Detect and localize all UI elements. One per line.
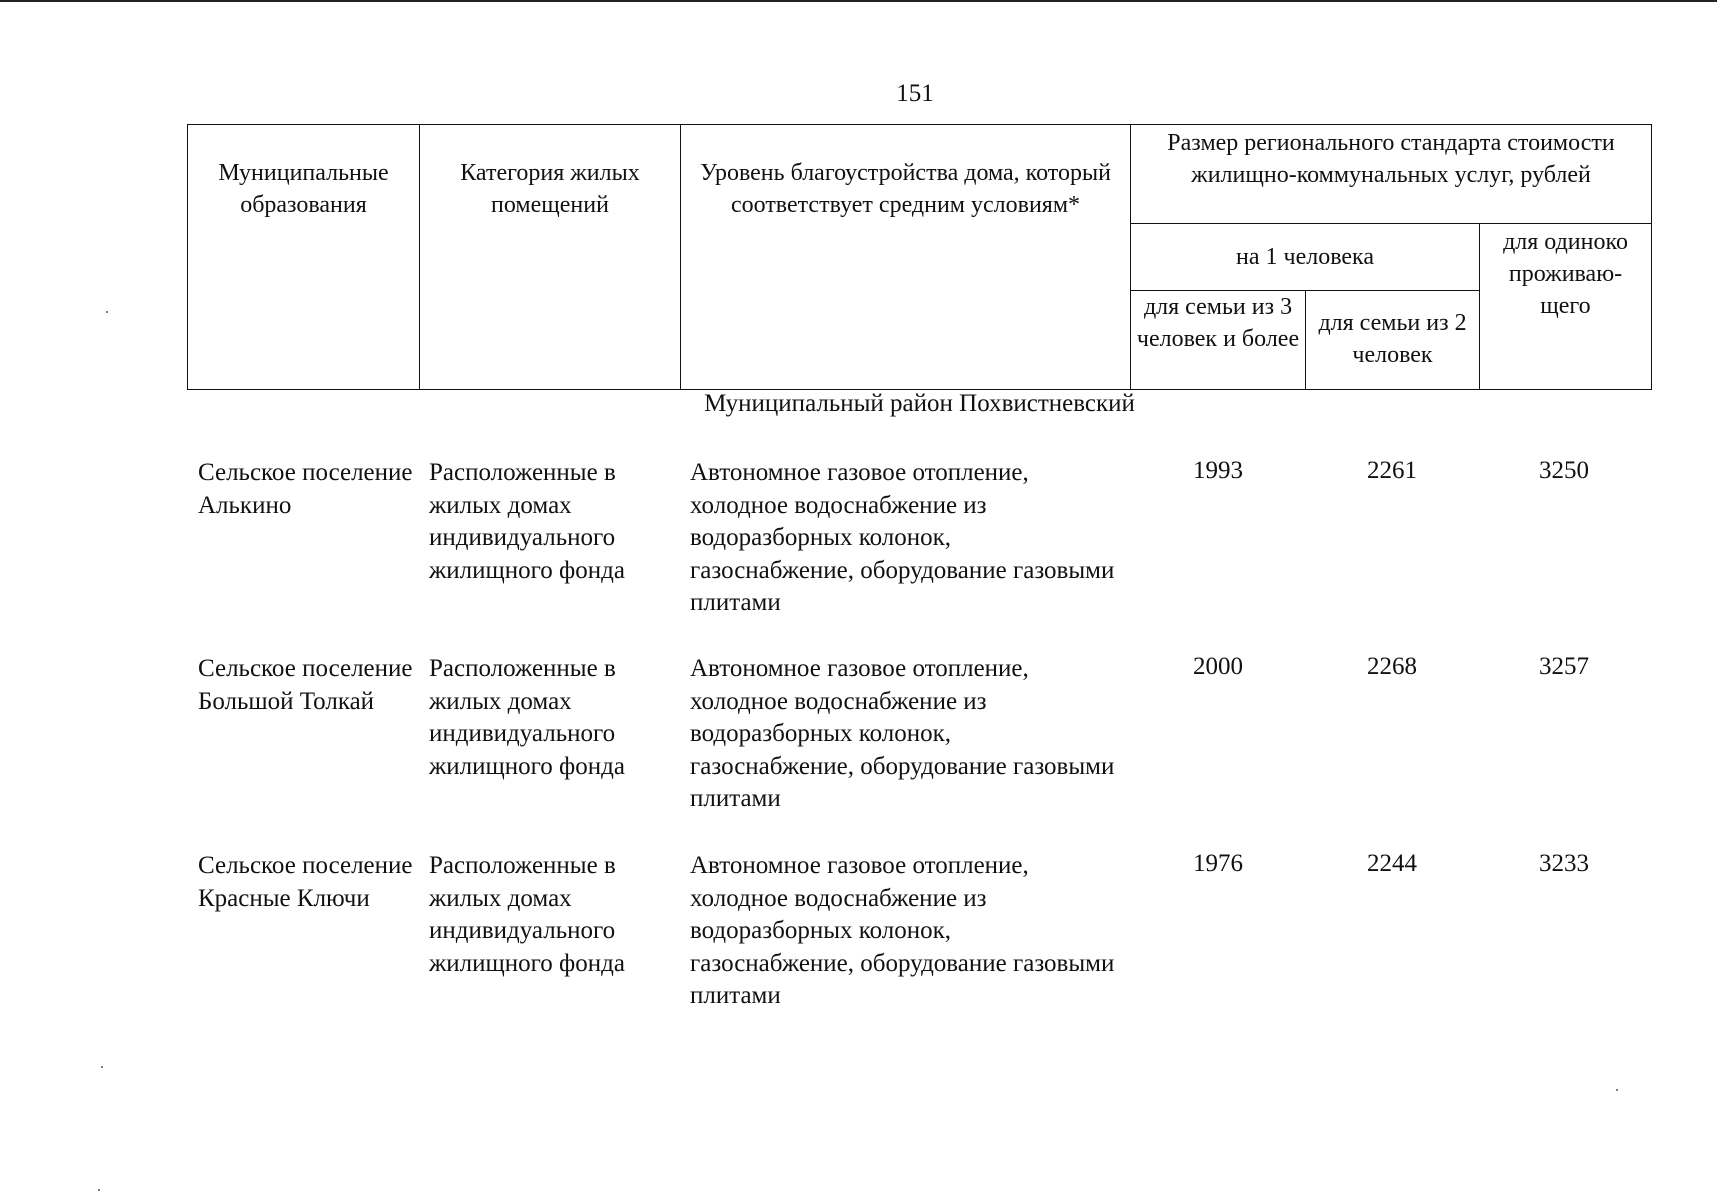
header-cell-per-person	[1130, 223, 1480, 291]
header-cell-category	[419, 124, 681, 390]
row-municipality: Сельское поселение Красные Ключи	[198, 852, 413, 912]
scan-speck	[101, 1066, 103, 1068]
header-cell-family3	[1130, 290, 1306, 390]
header-standard-label: Размер регионального стандарта стоимости жилищно-коммунальных услуг, рублей	[1167, 130, 1615, 188]
row-category: Расположенные в жилых домах индивидуального жилищного фонда	[429, 852, 625, 977]
row-municipality: Сельское поселение Большой Толкай	[198, 655, 413, 715]
row-category: Расположенные в жилых домах индивидуального жилищного фонда	[429, 459, 625, 584]
row-category: Расположенные в жилых домах индивидуального жилищного фонда	[429, 655, 625, 780]
scan-speck	[106, 311, 108, 313]
row-family2-value: 2261	[1367, 457, 1417, 484]
row-family3-value: 1976	[1193, 850, 1243, 877]
section-title: Муниципальный район Похвистневский	[704, 390, 1135, 417]
row-single-value: 3257	[1539, 653, 1589, 680]
row-level: Автономное газовое отопление, холодное водоснабжение из водоразборных колонок, газоснабжение, оборудование газовыми плитами	[690, 852, 1115, 1009]
header-level-label: Уровень благоустройства дома, который соответствует средним условиям*	[700, 160, 1111, 218]
header-family2-label: для семьи из 2 человек	[1318, 310, 1467, 368]
header-category-label: Категория жилых помещений	[460, 160, 640, 218]
header-cell-standard	[1130, 124, 1652, 224]
header-per-person-label: на 1 человека	[1236, 244, 1374, 270]
header-cell-level	[680, 124, 1131, 390]
row-level: Автономное газовое отопление, холодное водоснабжение из водоразборных колонок, газоснабжение, оборудование газовыми плитами	[690, 655, 1115, 812]
row-level: Автономное газовое отопление, холодное водоснабжение из водоразборных колонок, газоснабжение, оборудование газовыми плитами	[690, 459, 1115, 616]
row-municipality: Сельское поселение Алькино	[198, 459, 413, 519]
scan-speck	[98, 1189, 100, 1191]
row-single-value: 3250	[1539, 457, 1589, 484]
scan-edge-line	[0, 0, 1717, 2]
row-family2-value: 2268	[1367, 653, 1417, 680]
header-family3-label: для семьи из 3 человек и более	[1136, 294, 1300, 352]
page-number: 151	[896, 80, 934, 107]
header-cell-family2	[1305, 290, 1480, 390]
scan-speck	[1616, 1089, 1618, 1091]
row-single-value: 3233	[1539, 850, 1589, 877]
row-family3-value: 1993	[1193, 457, 1243, 484]
row-family3-value: 2000	[1193, 653, 1243, 680]
row-family2-value: 2244	[1367, 850, 1417, 877]
header-municipal-label: Муниципальные образования	[218, 160, 389, 218]
header-cell-municipal	[187, 124, 420, 390]
header-single-label: для одиноко проживаю-щего	[1503, 229, 1628, 319]
header-cell-single	[1479, 223, 1652, 390]
